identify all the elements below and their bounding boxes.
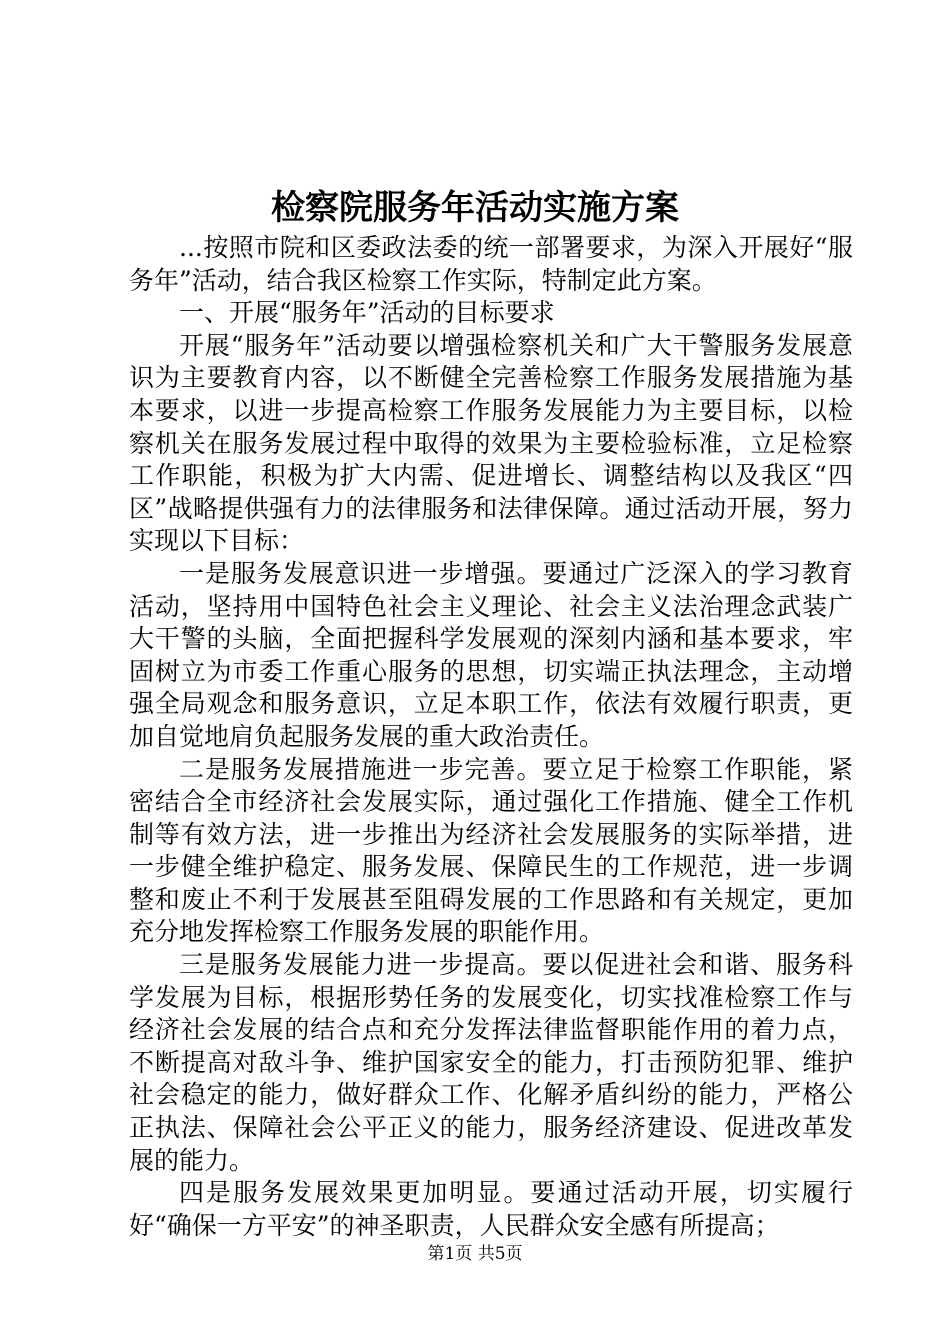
- document-body: [129, 232, 853, 1242]
- body-paragraph: 二是服务发展措施进一步完善。要立足于检察工作职能，紧密结合全市经济社会发展实际，通过强化工作措施、健全工作机制等有效方法，进一步推出为经济社会发展服务的实际举措，进一步健全维护稳定、服务发展、保障民生的工作规范，进一步调整和废止不利于发展甚至阻碍发展的工作思路和有关规定，更加充分地发挥检察工作服务发展的职能作用。: [129, 754, 853, 947]
- section-heading: 一、开展“服务年”活动的目标要求: [179, 298, 555, 328]
- document-title: 检察院服务年活动实施方案: [271, 188, 679, 228]
- intro-paragraph: ...按照市院和区委政法委的统一部署要求，为深入开展好“服务年”活动，结合我区检察工作实际，特制定此方案。: [129, 233, 853, 295]
- page-number: 第1页 共5页: [427, 1244, 523, 1264]
- body-paragraph: 开展“服务年”活动要以增强检察机关和广大干警服务发展意识为主要教育内容，以不断健全完善检察工作服务发展措施为基本要求，以进一步提高检察工作服务发展能力为主要目标，以检察机关在服务发展过程中取得的效果为主要检验标准，立足检察工作职能，积极为扩大内需、促进增长、调整结构以及我区“四区”战略提供强有力的法律服务和法律保障。通过活动开展，努力实现以下目标：: [129, 330, 853, 556]
- body-paragraph: 四是服务发展效果更加明显。要通过活动开展，切实履行好“确保一方平安”的神圣职责，人民群众安全感有所提高；: [129, 1178, 853, 1240]
- body-paragraph: 三是服务发展能力进一步提高。要以促进社会和谐、服务科学发展为目标，根据形势任务的发展变化，切实找准检察工作与经济社会发展的结合点和充分发挥法律监督职能作用的着力点，不断提高对敌斗争、维护国家安全的能力，打击预防犯罪、维护社会稳定的能力，做好群众工作、化解矛盾纠纷的能力，严格公正执法、保障社会公平正义的能力，服务经济建设、促进改革发展的能力。: [129, 950, 853, 1175]
- body-paragraph: 一是服务发展意识进一步增强。要通过广泛深入的学习教育活动，坚持用中国特色社会主义理论、社会主义法治理念武装广大干警的头脑，全面把握科学发展观的深刻内涵和基本要求，牢固树立为市委工作重心服务的思想，切实端正执法理念，主动增强全局观念和服务意识，立足本职工作，依法有效履行职责，更加自觉地肩负起服务发展的重大政治责任。: [129, 558, 853, 751]
